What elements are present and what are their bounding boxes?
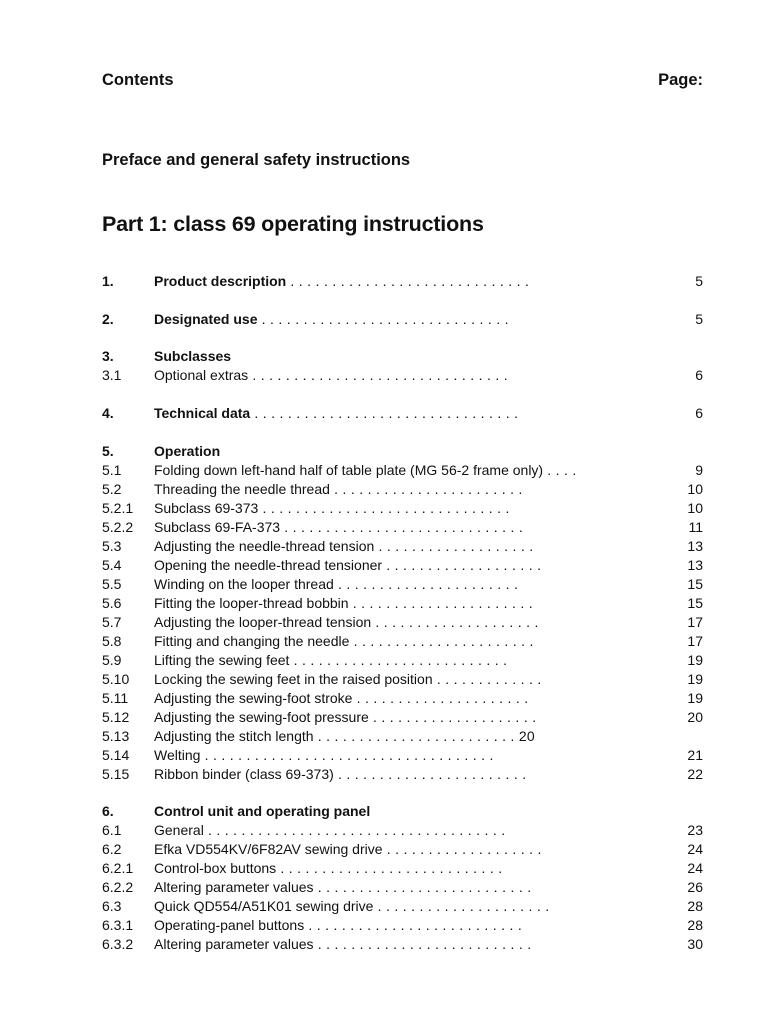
toc-entry-page: 10 — [687, 500, 703, 516]
contents-heading: Contents — [102, 71, 174, 89]
toc-entry-page: 10 — [687, 481, 703, 497]
toc-entry-page: 17 — [687, 633, 703, 649]
toc-entry-title: Ribbon binder (class 69-373) — [154, 766, 334, 782]
toc-leader-dots: . . . . . . . . . . . . . . . . . . . . . . . . . . . — [276, 860, 503, 876]
toc-entry[interactable] — [0, 537, 768, 556]
toc-entry-title-line — [154, 366, 508, 385]
toc-entry-title-line — [154, 897, 549, 916]
toc-entry-title-line — [154, 480, 523, 499]
toc-entry-page: 15 — [687, 576, 703, 592]
toc-entry-title: Altering parameter values — [154, 936, 314, 952]
toc-leader-dots: . . . . . . . . . . . . . — [432, 671, 542, 687]
toc-entry-page: 17 — [687, 614, 703, 630]
toc-leader-dots: . . . . . . . . . . . . . . . . . . . . . . . — [329, 481, 523, 497]
toc-entry[interactable] — [0, 821, 768, 840]
toc-entry-page: 19 — [687, 652, 703, 668]
toc-entry[interactable] — [0, 746, 768, 765]
toc-leader-dots: . . . . . . . . . . . . . . . . . . . . . — [352, 690, 529, 706]
toc-entry[interactable] — [0, 404, 768, 423]
toc-entry-page: 13 — [687, 538, 703, 554]
toc-entry-number: 5.6 — [102, 595, 122, 611]
toc-entry-title: Lifting the sewing feet — [154, 652, 290, 668]
toc-entry-page: 6 — [695, 367, 703, 383]
toc-entry-page: 19 — [687, 690, 703, 706]
toc-entry-page: 13 — [687, 557, 703, 573]
toc-entry-title: Control-box buttons — [154, 860, 277, 876]
toc-entry-title-line — [154, 727, 535, 746]
toc-entry-title-line — [154, 613, 539, 632]
toc-entry-title-line — [154, 916, 522, 935]
toc-entry-title: Control unit and operating panel — [154, 803, 371, 819]
toc-entry-number: 5.2.1 — [102, 500, 134, 516]
toc-entry-page: 11 — [688, 519, 703, 535]
toc-entry-title: Adjusting the needle-thread tension — [154, 538, 375, 554]
toc-entry-number: 5.15 — [102, 766, 130, 782]
toc-entry-title-line — [154, 632, 534, 651]
toc-leader-dots: . . . . . . . . . . . . . . . . . . . . . . . . . . — [304, 917, 523, 933]
toc-entry-number: 5.1 — [102, 462, 122, 478]
toc-entry[interactable] — [0, 708, 768, 727]
toc-entry[interactable] — [0, 935, 768, 954]
toc-leader-dots: . . . . . . . . . . . . . . . . . . . . . . . . . . . . . . . . . . . — [200, 747, 494, 763]
toc-leader-dots: . . . . . . . . . . . . . . . . . . . . . . . . . . — [289, 652, 508, 668]
toc-entry-number: 6. — [102, 803, 114, 819]
toc-entry[interactable] — [0, 765, 768, 784]
toc-leader-dots: . . . . . . . . . . . . . . . . . . . . . . . . . . . . . . . . — [250, 405, 519, 421]
toc-entry-page: 24 — [687, 841, 703, 857]
toc-entry-number: 6.3.1 — [102, 917, 134, 933]
toc-leader-dots: . . . . . . . . . . . . . . . . . . . . . . — [348, 595, 533, 611]
toc-entry-number: 5.5 — [102, 576, 122, 592]
toc-entry-title: Technical data — [154, 405, 251, 421]
toc-entry[interactable] — [0, 594, 768, 613]
toc-entry-number: 6.2 — [102, 841, 122, 857]
toc-entry-number: 5.13 — [102, 728, 130, 744]
toc-entry-number: 5.2.2 — [102, 519, 134, 535]
toc-entry[interactable] — [0, 613, 768, 632]
toc-leader-dots: . . . . . . . . . . . . . . . . . . . . . . . . . . . . . — [280, 519, 524, 535]
toc-leader-dots: . . . . . . . . . . . . . . . . . . . . . — [373, 898, 550, 914]
toc-entry-title-line — [154, 746, 494, 765]
preface-heading: Preface and general safety instructions — [102, 151, 411, 169]
toc-entry-page: 24 — [687, 860, 703, 876]
toc-entry-title: Subclass 69-373 — [154, 500, 259, 516]
toc-entry[interactable] — [0, 499, 768, 518]
toc-entry-title: Operation — [154, 443, 221, 459]
toc-entry-title-line — [154, 651, 507, 670]
toc-entry-title-line — [154, 461, 577, 480]
toc-leader-dots: . . . . . . . . . . . . . . . . . . . . . . — [349, 633, 534, 649]
toc-entry-number: 5.11 — [102, 690, 129, 706]
toc-entry-title: Operating-panel buttons — [154, 917, 305, 933]
toc-leader-dots: . . . . . . . . . . . . . . . . . . . . — [371, 614, 539, 630]
toc-entry[interactable] — [0, 518, 768, 537]
toc-entry-title-line — [154, 708, 536, 727]
toc-entry-title-line — [154, 442, 220, 461]
toc-entry-title: Adjusting the sewing-foot stroke — [154, 690, 353, 706]
toc-entry-title-line — [154, 594, 533, 613]
toc-entry-title-line — [154, 670, 542, 689]
toc-entry-number: 1. — [102, 273, 114, 289]
toc-entry-title-line — [154, 935, 531, 954]
toc-entry-number: 6.3.2 — [102, 936, 134, 952]
toc-entry-page: 9 — [695, 462, 703, 478]
page-column-heading: Page: — [658, 71, 703, 89]
toc-entry-number: 5.2 — [102, 481, 122, 497]
toc-entry-number: 5.10 — [102, 671, 130, 687]
toc-entry-title: Subclasses — [154, 348, 232, 364]
toc-entry-title: Adjusting the stitch length — [154, 728, 314, 744]
toc-entry-number: 5. — [102, 443, 114, 459]
toc-entry-page: 15 — [687, 595, 703, 611]
toc-entry-number: 4. — [102, 405, 114, 421]
toc-entry-title: Quick QD554/A51K01 sewing drive — [154, 898, 374, 914]
toc-entry-title-line — [154, 689, 528, 708]
toc-entry[interactable] — [0, 670, 768, 689]
toc-entry-number: 2. — [102, 311, 114, 327]
toc-entry-page: 28 — [687, 917, 703, 933]
toc-entry-title-line — [154, 310, 509, 329]
toc-leader-dots: . . . . . . . . . . . . . . . . . . . — [382, 557, 542, 573]
toc-leader-dots: . . . . . . . . . . . . . . . . . . . . — [368, 709, 537, 725]
toc-leader-dots: . . . . . . . . . . . . . . . . . . . . . . . . . . . . . . — [258, 500, 510, 516]
toc-entry-number: 5.14 — [102, 747, 130, 763]
toc-entry-title: Threading the needle thread — [154, 481, 330, 497]
toc-entry[interactable] — [0, 689, 768, 708]
toc-entry-title: Winding on the looper thread — [154, 576, 334, 592]
toc-entry-title-line — [154, 575, 518, 594]
toc-entry-title-line — [154, 272, 529, 291]
toc-entry-page: 23 — [687, 822, 703, 838]
toc-entry-title-line — [154, 537, 534, 556]
toc-entry-page: 5 — [695, 273, 703, 289]
toc-entry[interactable] — [0, 480, 768, 499]
part-title: Part 1: class 69 operating instructions — [102, 212, 484, 236]
toc-entry-number: 3. — [102, 348, 114, 364]
toc-entry-page: 5 — [695, 311, 703, 327]
toc-entry[interactable] — [0, 461, 768, 480]
toc-entry[interactable] — [0, 859, 768, 878]
toc-entry-title-line — [154, 499, 510, 518]
toc-leader-dots: . . . . . . . . . . . . . . . . . . . — [374, 538, 534, 554]
toc-entry-page: 28 — [687, 898, 703, 914]
toc-entry-number: 6.1 — [102, 822, 122, 838]
toc-entry-title: Adjusting the sewing-foot pressure — [154, 709, 369, 725]
toc-entry[interactable] — [0, 727, 768, 746]
toc-entry-number: 5.12 — [102, 709, 130, 725]
toc-entry-title-line — [154, 821, 505, 840]
toc-entry-title: Opening the needle-thread tensioner — [154, 557, 383, 573]
toc-entry-page: 6 — [695, 405, 703, 421]
toc-entry-page: 26 — [687, 879, 703, 895]
toc-leader-dots: . . . . . . . . . . . . . . . . . . . . . . . — [333, 766, 527, 782]
toc-entry[interactable] — [0, 802, 768, 821]
toc-leader-dots: . . . . . . . . . . . . . . . . . . . . . . . . . . . . . . . — [248, 367, 508, 383]
toc-entry[interactable] — [0, 272, 768, 291]
toc-entry[interactable] — [0, 310, 768, 329]
toc-entry-number: 5.3 — [102, 538, 122, 554]
toc-entry-title-line — [154, 802, 370, 821]
toc-leader-dots: . . . . . . . . . . . . . . . . . . . . . . . . 20 — [313, 728, 536, 744]
toc-entry-title-line — [154, 878, 531, 897]
toc-entry-title: Welting — [154, 747, 201, 763]
toc-entry-number: 6.2.1 — [102, 860, 134, 876]
toc-entry-title-line — [154, 859, 502, 878]
toc-entry-number: 5.8 — [102, 633, 122, 649]
toc-entry-number: 3.1 — [102, 367, 122, 383]
toc-entry-page: 21 — [687, 747, 703, 763]
toc-entry-title: Subclass 69-FA-373 — [154, 519, 281, 535]
toc-entry-page: 30 — [687, 936, 703, 952]
toc-leader-dots: . . . . . . . . . . . . . . . . . . . — [382, 841, 542, 857]
toc-entry[interactable] — [0, 366, 768, 385]
toc-leader-dots: . . . . . . . . . . . . . . . . . . . . . . . . . . . . . . — [257, 311, 509, 327]
toc-leader-dots: . . . . . . . . . . . . . . . . . . . . . . . . . . . . . . . . . . . . — [203, 822, 506, 838]
toc-entry-number: 5.7 — [102, 614, 122, 630]
toc-entry[interactable] — [0, 897, 768, 916]
toc-entry-number: 6.2.2 — [102, 879, 134, 895]
toc-entry-page: 20 — [687, 709, 703, 725]
toc-leader-dots: . . . . — [543, 462, 577, 478]
toc-entry-title: Product description — [154, 273, 287, 289]
toc-leader-dots: . . . . . . . . . . . . . . . . . . . . . . . . . . — [313, 879, 532, 895]
toc-entry-title: Altering parameter values — [154, 879, 314, 895]
toc-entry-number: 5.9 — [102, 652, 122, 668]
toc-entry[interactable] — [0, 651, 768, 670]
toc-entry[interactable] — [0, 840, 768, 859]
toc-leader-dots: . . . . . . . . . . . . . . . . . . . . . . . . . . — [313, 936, 532, 952]
toc-entry[interactable] — [0, 347, 768, 366]
toc-entry-title-line — [154, 347, 231, 366]
toc-entry[interactable] — [0, 575, 768, 594]
toc-entry-number: 5.4 — [102, 557, 122, 573]
toc-entry-number: 6.3 — [102, 898, 122, 914]
toc-entry-page: 22 — [687, 766, 703, 782]
toc-entry-title: Locking the sewing feet in the raised position — [154, 671, 433, 687]
toc-entry-title: Efka VD554KV/6F82AV sewing drive — [154, 841, 383, 857]
toc-entry-page: 19 — [687, 671, 703, 687]
toc-entry-title-line — [154, 765, 527, 784]
toc-entry-title-line — [154, 840, 542, 859]
toc-entry-title-line — [154, 404, 518, 423]
toc-entry[interactable] — [0, 442, 768, 461]
toc-entry-title: Fitting the looper-thread bobbin — [154, 595, 349, 611]
toc-entry-title: Fitting and changing the needle — [154, 633, 350, 649]
toc-entry-title: Optional extras — [154, 367, 249, 383]
toc-leader-dots: . . . . . . . . . . . . . . . . . . . . . . — [333, 576, 519, 592]
toc-entry[interactable] — [0, 632, 768, 651]
toc-entry-title: Designated use — [154, 311, 258, 327]
toc-entry[interactable] — [0, 878, 768, 897]
toc-leader-dots: . . . . . . . . . . . . . . . . . . . . . . . . . . . . . — [286, 273, 530, 289]
toc-entry-title-line — [154, 518, 523, 537]
toc-entry[interactable] — [0, 916, 768, 935]
toc-entry[interactable] — [0, 556, 768, 575]
toc-entry-title: Adjusting the looper-thread tension — [154, 614, 372, 630]
toc-entry-title: General — [154, 822, 204, 838]
toc-entry-title: Folding down left-hand half of table plate (MG 56-2 frame only) — [154, 462, 544, 478]
toc-entry-title-line — [154, 556, 541, 575]
